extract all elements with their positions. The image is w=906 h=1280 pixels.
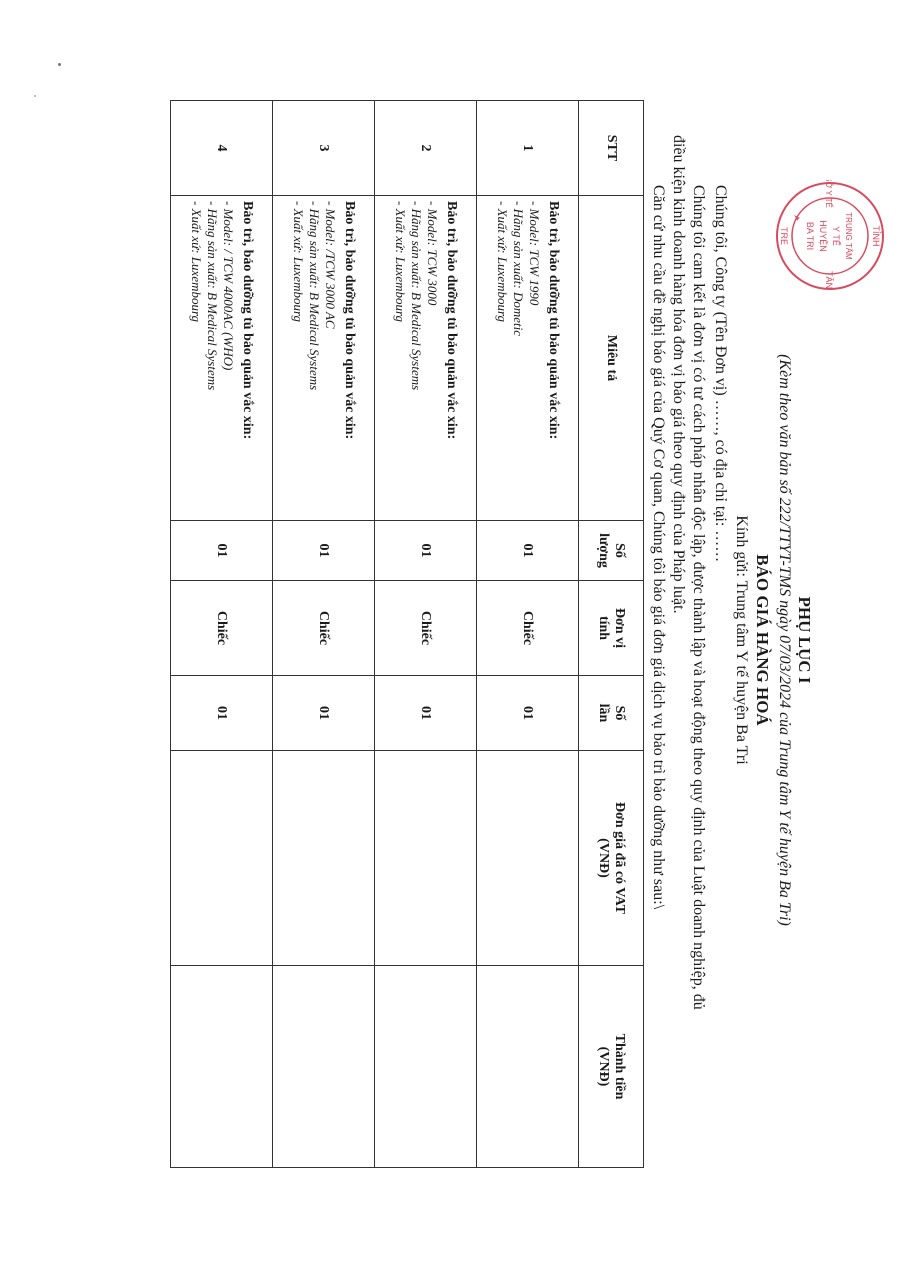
row-manufacturer: - Hãng sản xuất: B Medical Systems (307, 201, 322, 391)
header-description: Miêu tả (579, 196, 644, 521)
row-description (375, 196, 477, 521)
row-stt: 1 (477, 101, 579, 196)
row-model: - Model: / TCW 4000AC (WHO) (221, 201, 236, 371)
row-times: 01 (375, 676, 477, 751)
stamp-inner-line3: HUYỆN (818, 220, 828, 252)
row-quantity: 01 (375, 521, 477, 581)
appendix-heading: PHỤ LỤC I (795, 596, 814, 684)
quote-title: BÁO GIÁ HÀNG HOÁ (753, 554, 772, 726)
header-total-line2: (VNĐ) (596, 1046, 611, 1087)
row-unit-price (477, 751, 579, 966)
scan-speck (34, 95, 36, 97)
header-unit (579, 581, 644, 676)
stamp-outer-right: TÂN (824, 271, 834, 289)
row-description (273, 196, 375, 521)
header-total (579, 966, 644, 1168)
row-title: Bảo trì, bảo dưỡng tủ bảo quản vắc xin: (444, 201, 459, 440)
stamp-outer-left: SỞ Y TẾ (824, 180, 833, 208)
row-quantity: 01 (273, 521, 375, 581)
commitment-line-2: điều kiện kinh doanh hàng hóa đơn vị báo giá theo quy định của Pháp luật. (670, 135, 687, 614)
row-model: - Model: TCW 1990 (527, 201, 542, 306)
row-total (171, 966, 273, 1168)
row-origin: - Xuất xứ: Luxembourg (393, 201, 408, 323)
header-unit-line2: tính (596, 615, 611, 641)
stamp-outer-bottom: TRE (779, 227, 789, 245)
header-times-line2: lần (596, 703, 611, 723)
row-model: - Model: TCW 3000 (425, 201, 440, 306)
row-model: - Model: /TCW 3000 AC (323, 201, 338, 329)
header-quantity (579, 521, 644, 581)
header-total-line1: Thành tiền (612, 1033, 627, 1100)
stamp-outer-top: TỈNH (871, 225, 881, 247)
row-description (171, 196, 273, 521)
stamp-inner-line1: TRUNG TÂM (844, 212, 853, 260)
reference-line: (Kèm theo văn bản số 222/TTYT-TMS ngày 07/03/2024 của Trung tâm Y tế huyện Ba Tri) (776, 354, 793, 926)
stamp-inner-line4: BA TRI (805, 221, 815, 251)
row-unit: Chiếc (477, 581, 579, 676)
header-unit-line1: Đơn vị (612, 607, 627, 649)
header-stt: STT (579, 101, 644, 196)
row-stt: 3 (273, 101, 375, 196)
row-unit-price (171, 751, 273, 966)
row-unit-price (273, 751, 375, 966)
table-header-row (579, 101, 644, 1168)
table-row (171, 101, 273, 1168)
row-times: 01 (171, 676, 273, 751)
row-manufacturer: - Hãng sản xuất: B Medical Systems (409, 201, 424, 391)
commitment-line-1: Chúng tôi cam kết là đơn vị có tư cách pháp nhân độc lập, được thành lập và hoạt động theo quy định của Luật doanh nghiệp, đủ (690, 185, 707, 1010)
header-unit-price (579, 751, 644, 966)
row-title: Bảo trì, bảo dưỡng tủ bảo quản vắc xin: (546, 201, 561, 440)
row-quantity: 01 (477, 521, 579, 581)
table-row (375, 101, 477, 1168)
header-times (579, 676, 644, 751)
header-unit-price-line1: Đơn giá đã có VAT (612, 802, 627, 914)
row-manufacturer: - Hãng sản xuất: Dometic (511, 201, 526, 337)
row-origin: - Xuất xứ: Luxembourg (189, 201, 204, 323)
row-unit: Chiếc (273, 581, 375, 676)
stamp-inner-line2: Y TẾ (831, 226, 841, 246)
row-origin: - Xuất xứ: Luxembourg (291, 201, 306, 323)
row-unit-price (375, 751, 477, 966)
request-paragraph: Căn cứ nhu cầu đề nghị báo giá của Quý Cơ quan, Chúng tôi báo giá đơn giá dịch vụ bảo trì bảo dưỡng như sau:\ (650, 185, 667, 910)
row-stt: 2 (375, 101, 477, 196)
row-total (477, 966, 579, 1168)
header-quantity-line1: Số (612, 543, 627, 558)
intro-paragraph: Chúng tôi, Công ty (Tên Đơn vị) ……, có địa chỉ tại: …… (712, 185, 729, 563)
row-total (273, 966, 375, 1168)
row-unit: Chiếc (171, 581, 273, 676)
row-title: Bảo trì, bảo dưỡng tủ bảo quản vắc xin: (342, 201, 357, 440)
recipient-line: Kính gửi: Trung tâm Y tế huyện Ba Tri (733, 515, 750, 765)
row-title: Bảo trì, bảo dưỡng tủ bảo quản vắc xin: (240, 201, 255, 440)
row-unit: Chiếc (375, 581, 477, 676)
header-times-line1: Số (612, 705, 627, 721)
row-quantity: 01 (171, 521, 273, 581)
row-times: 01 (477, 676, 579, 751)
quotation-table (170, 100, 644, 1168)
header-unit-price-line2: (VNĐ) (596, 838, 611, 878)
scan-speck (58, 63, 61, 66)
row-total (375, 966, 477, 1168)
row-origin: - Xuất xứ: Luxembourg (495, 201, 510, 323)
table-row (477, 101, 579, 1168)
header-quantity-line2: lượng (596, 533, 611, 568)
row-times: 01 (273, 676, 375, 751)
row-description (477, 196, 579, 521)
row-manufacturer: - Hãng sản xuất: B Medical Systems (205, 201, 220, 391)
row-stt: 4 (171, 101, 273, 196)
table-row (273, 101, 375, 1168)
